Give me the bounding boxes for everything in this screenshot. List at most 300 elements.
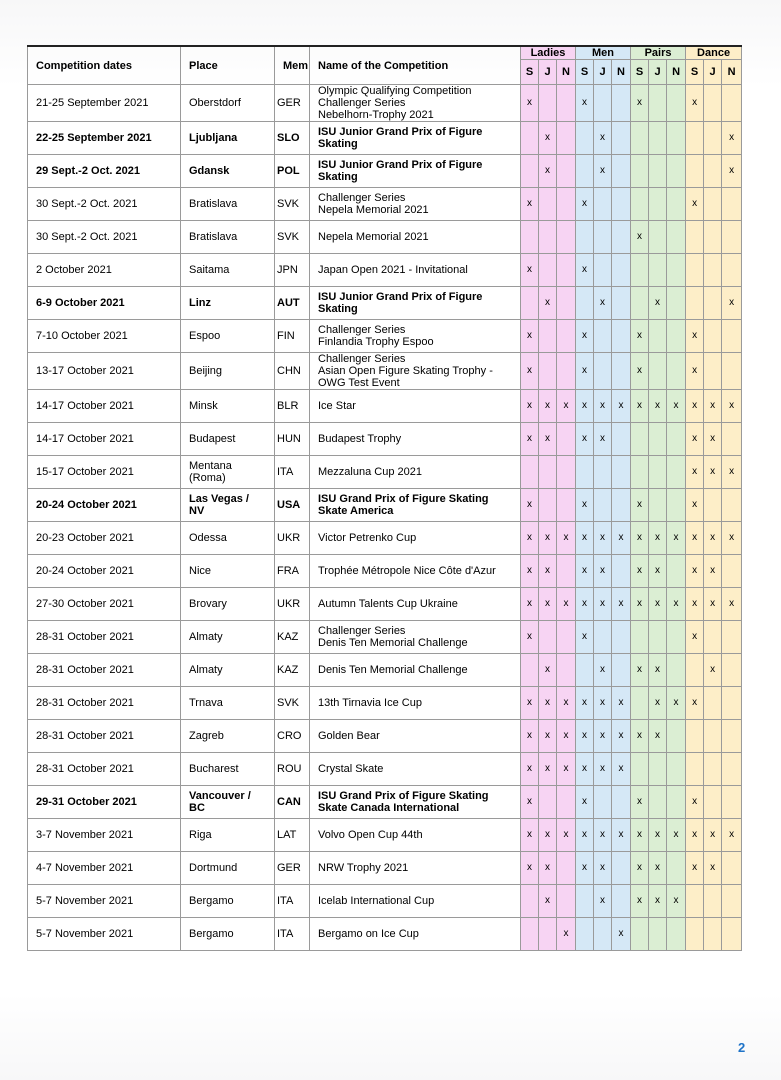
category-mark-cell [521,287,539,320]
competition-name-cell: ISU Junior Grand Prix of Figure Skating [310,122,521,155]
category-mark-cell [631,753,649,786]
category-mark-cell [576,654,594,687]
category-mark-cell: x [521,555,539,588]
member-cell: SVK [275,687,310,720]
category-mark-cell: x [539,720,557,753]
date-cell: 13-17 October 2021 [28,353,181,390]
competition-name-cell: Olympic Qualifying Competition Challenger Series Nebelhorn-Trophy 2021 [310,85,521,122]
table-row [28,221,742,254]
category-mark-cell: x [594,885,612,918]
category-mark-cell: x [576,720,594,753]
member-cell: LAT [275,819,310,852]
header-sub-s-3: S [576,60,594,85]
category-mark-cell [649,320,667,353]
date-cell: 6-9 October 2021 [28,287,181,320]
category-mark-cell [704,621,722,654]
competition-name-cell: ISU Grand Prix of Figure Skating Skate America [310,489,521,522]
category-mark-cell [704,221,722,254]
competition-name-cell: Challenger Series Asian Open Figure Skating Trophy - OWG Test Event [310,353,521,390]
category-mark-cell [667,353,686,390]
category-mark-cell: x [631,654,649,687]
category-mark-cell [576,456,594,489]
category-mark-cell: x [521,786,539,819]
category-mark-cell: x [576,819,594,852]
category-mark-cell: x [594,555,612,588]
category-mark-cell [557,254,576,287]
date-cell: 28-31 October 2021 [28,687,181,720]
place-cell: Linz [181,287,275,320]
member-cell: BLR [275,390,310,423]
table-row [28,918,742,951]
member-cell: POL [275,155,310,188]
place-cell: Odessa [181,522,275,555]
category-mark-cell: x [521,254,539,287]
category-mark-cell [521,654,539,687]
category-mark-cell [722,188,742,221]
category-mark-cell: x [631,221,649,254]
category-mark-cell: x [704,852,722,885]
category-mark-cell [557,621,576,654]
category-mark-cell [667,254,686,287]
category-mark-cell [667,423,686,456]
header-sub-n-5: N [612,60,631,85]
category-mark-cell [649,353,667,390]
category-mark-cell [612,85,631,122]
category-mark-cell: x [539,390,557,423]
category-mark-cell: x [631,852,649,885]
category-mark-cell [557,320,576,353]
competition-schedule-table [27,45,742,951]
date-cell: 14-17 October 2021 [28,390,181,423]
category-mark-cell [704,85,722,122]
member-cell: UKR [275,522,310,555]
competition-name-cell: ISU Junior Grand Prix of Figure Skating [310,155,521,188]
table-row [28,522,742,555]
place-cell: Ljubljana [181,122,275,155]
date-cell: 15-17 October 2021 [28,456,181,489]
category-mark-cell [704,687,722,720]
category-mark-cell [594,786,612,819]
category-mark-cell: x [594,423,612,456]
member-cell: SVK [275,221,310,254]
category-mark-cell: x [539,555,557,588]
table-row [28,753,742,786]
category-mark-cell [704,287,722,320]
category-mark-cell [686,720,704,753]
member-cell: ITA [275,918,310,951]
competition-name-cell: Mezzaluna Cup 2021 [310,456,521,489]
member-cell: SLO [275,122,310,155]
category-mark-cell [722,852,742,885]
category-mark-cell: x [704,819,722,852]
place-cell: Bratislava [181,188,275,221]
category-mark-cell [557,122,576,155]
category-mark-cell [722,423,742,456]
category-mark-cell: x [722,390,742,423]
date-cell: 20-23 October 2021 [28,522,181,555]
category-mark-cell: x [594,522,612,555]
category-mark-cell: x [539,522,557,555]
place-cell: Saitama [181,254,275,287]
category-mark-cell [686,753,704,786]
place-cell: Bratislava [181,221,275,254]
category-mark-cell [521,221,539,254]
date-cell: 30 Sept.-2 Oct. 2021 [28,221,181,254]
category-mark-cell [612,320,631,353]
competition-name-cell: Icelab International Cup [310,885,521,918]
competition-name-cell: Trophée Métropole Nice Côte d'Azur [310,555,521,588]
category-mark-cell: x [722,819,742,852]
category-mark-cell: x [631,588,649,621]
category-mark-cell: x [521,390,539,423]
category-mark-cell: x [612,918,631,951]
table-row [28,85,742,122]
category-mark-cell: x [521,320,539,353]
category-mark-cell [612,287,631,320]
category-mark-cell [539,353,557,390]
date-cell: 20-24 October 2021 [28,489,181,522]
member-cell: CHN [275,353,310,390]
category-mark-cell [557,852,576,885]
place-cell: Brovary [181,588,275,621]
competition-name-cell: Volvo Open Cup 44th [310,819,521,852]
category-mark-cell [704,353,722,390]
date-cell: 20-24 October 2021 [28,555,181,588]
category-mark-cell [557,155,576,188]
category-mark-cell [649,489,667,522]
category-mark-cell [722,221,742,254]
category-mark-cell [594,254,612,287]
category-mark-cell [667,155,686,188]
category-mark-cell [539,621,557,654]
competition-name-cell: Victor Petrenko Cup [310,522,521,555]
category-mark-cell [649,753,667,786]
category-mark-cell: x [576,320,594,353]
header-place: Place [181,46,275,85]
category-mark-cell: x [686,687,704,720]
date-cell: 29-31 October 2021 [28,786,181,819]
category-mark-cell: x [594,720,612,753]
category-mark-cell: x [649,522,667,555]
category-mark-cell: x [557,720,576,753]
member-cell: ITA [275,885,310,918]
category-mark-cell: x [539,155,557,188]
category-mark-cell: x [521,753,539,786]
date-cell: 28-31 October 2021 [28,621,181,654]
category-mark-cell [521,456,539,489]
competition-name-cell: Challenger Series Denis Ten Memorial Challenge [310,621,521,654]
category-mark-cell: x [612,819,631,852]
category-mark-cell [667,753,686,786]
category-mark-cell [576,155,594,188]
category-mark-cell: x [686,489,704,522]
date-cell: 14-17 October 2021 [28,423,181,456]
category-mark-cell: x [722,155,742,188]
date-cell: 2 October 2021 [28,254,181,287]
category-mark-cell: x [722,122,742,155]
member-cell: AUT [275,287,310,320]
member-cell: FRA [275,555,310,588]
category-mark-cell [612,852,631,885]
category-mark-cell: x [594,852,612,885]
table-row [28,786,742,819]
category-mark-cell [612,353,631,390]
category-mark-cell [557,221,576,254]
category-mark-cell [722,254,742,287]
category-mark-cell: x [649,588,667,621]
category-mark-cell: x [521,353,539,390]
category-mark-cell [594,188,612,221]
competition-name-cell: Bergamo on Ice Cup [310,918,521,951]
category-mark-cell: x [576,522,594,555]
table-row [28,254,742,287]
category-mark-cell [594,621,612,654]
category-mark-cell: x [521,188,539,221]
category-mark-cell: x [722,287,742,320]
category-mark-cell: x [576,687,594,720]
category-mark-cell [539,254,557,287]
category-mark-cell [667,852,686,885]
category-mark-cell: x [557,687,576,720]
category-mark-cell: x [649,555,667,588]
category-mark-cell [704,918,722,951]
date-cell: 29 Sept.-2 Oct. 2021 [28,155,181,188]
member-cell: UKR [275,588,310,621]
category-mark-cell: x [576,621,594,654]
category-mark-cell [722,786,742,819]
category-mark-cell [649,85,667,122]
competition-name-cell: Autumn Talents Cup Ukraine [310,588,521,621]
category-mark-cell: x [631,720,649,753]
category-mark-cell [521,155,539,188]
category-mark-cell: x [686,522,704,555]
category-mark-cell: x [612,720,631,753]
category-mark-cell [704,885,722,918]
category-mark-cell: x [539,852,557,885]
category-mark-cell: x [667,522,686,555]
header-dance: Dance [686,46,742,60]
category-mark-cell [557,353,576,390]
category-mark-cell [612,621,631,654]
category-mark-cell [686,155,704,188]
place-cell: Zagreb [181,720,275,753]
member-cell: GER [275,852,310,885]
category-mark-cell [667,720,686,753]
table-row [28,621,742,654]
member-cell: KAZ [275,621,310,654]
category-mark-cell: x [722,522,742,555]
category-mark-cell: x [631,85,649,122]
category-mark-cell: x [576,423,594,456]
place-cell: Gdansk [181,155,275,188]
category-mark-cell: x [521,621,539,654]
category-mark-cell [667,456,686,489]
category-mark-cell [539,320,557,353]
member-cell: CRO [275,720,310,753]
category-mark-cell [649,155,667,188]
competition-name-cell: ISU Junior Grand Prix of Figure Skating [310,287,521,320]
place-cell: Almaty [181,654,275,687]
competition-name-cell: ISU Grand Prix of Figure Skating Skate Canada International [310,786,521,819]
category-mark-cell [667,221,686,254]
category-mark-cell: x [576,188,594,221]
category-mark-cell [576,122,594,155]
category-mark-cell [704,320,722,353]
category-mark-cell [704,753,722,786]
page-number: 2 [738,1040,746,1055]
category-mark-cell: x [576,588,594,621]
category-mark-cell: x [631,390,649,423]
category-mark-cell: x [631,320,649,353]
category-mark-cell [667,918,686,951]
category-mark-cell: x [539,654,557,687]
category-mark-cell [704,122,722,155]
category-mark-cell: x [649,390,667,423]
table-row [28,353,742,390]
category-mark-cell [612,555,631,588]
member-cell: CAN [275,786,310,819]
category-mark-cell [631,287,649,320]
category-mark-cell [557,555,576,588]
table-row [28,720,742,753]
competition-name-cell: Japan Open 2021 - Invitational [310,254,521,287]
member-cell: FIN [275,320,310,353]
member-cell: ROU [275,753,310,786]
competition-name-cell: Challenger Series Finlandia Trophy Espoo [310,320,521,353]
category-mark-cell: x [594,588,612,621]
category-mark-cell: x [722,588,742,621]
member-cell: KAZ [275,654,310,687]
category-mark-cell [576,885,594,918]
member-cell: GER [275,85,310,122]
place-cell: Trnava [181,687,275,720]
category-mark-cell [722,753,742,786]
category-mark-cell [612,885,631,918]
category-mark-cell [667,122,686,155]
category-mark-cell [612,489,631,522]
place-cell: Vancouver / BC [181,786,275,819]
category-mark-cell [612,221,631,254]
table-row [28,423,742,456]
category-mark-cell: x [667,885,686,918]
category-mark-cell: x [667,390,686,423]
place-cell: Bergamo [181,885,275,918]
table-row [28,885,742,918]
category-mark-cell: x [704,588,722,621]
category-mark-cell [686,287,704,320]
category-mark-cell [649,423,667,456]
category-mark-cell: x [686,819,704,852]
category-mark-cell: x [594,753,612,786]
category-mark-cell [612,122,631,155]
competition-name-cell: Denis Ten Memorial Challenge [310,654,521,687]
category-mark-cell [594,353,612,390]
date-cell: 5-7 November 2021 [28,918,181,951]
category-mark-cell: x [631,353,649,390]
competition-name-cell: Crystal Skate [310,753,521,786]
category-mark-cell [649,254,667,287]
category-mark-cell [667,489,686,522]
category-mark-cell [667,786,686,819]
category-mark-cell [649,188,667,221]
category-mark-cell: x [704,555,722,588]
category-mark-cell: x [649,287,667,320]
category-mark-cell: x [557,588,576,621]
header-sub-s-6: S [631,60,649,85]
header-men: Men [576,46,631,60]
category-mark-cell [539,188,557,221]
category-mark-cell: x [686,555,704,588]
category-mark-cell: x [686,456,704,489]
table-row [28,654,742,687]
category-mark-cell: x [576,852,594,885]
category-mark-cell [594,221,612,254]
category-mark-cell: x [722,456,742,489]
category-mark-cell [557,188,576,221]
category-mark-cell [686,654,704,687]
category-mark-cell: x [594,390,612,423]
header-sub-n-11: N [722,60,742,85]
category-mark-cell: x [649,654,667,687]
competition-name-cell: NRW Trophy 2021 [310,852,521,885]
category-mark-cell [649,621,667,654]
category-mark-cell: x [594,819,612,852]
category-mark-cell [686,221,704,254]
date-cell: 5-7 November 2021 [28,885,181,918]
date-cell: 28-31 October 2021 [28,654,181,687]
category-mark-cell [722,555,742,588]
date-cell: 28-31 October 2021 [28,720,181,753]
header-dates: Competition dates [28,46,181,85]
header-sub-s-0: S [521,60,539,85]
table-row [28,390,742,423]
category-mark-cell [704,155,722,188]
category-mark-cell [521,885,539,918]
category-mark-cell: x [539,423,557,456]
category-mark-cell: x [521,819,539,852]
category-mark-cell: x [576,390,594,423]
category-mark-cell: x [667,819,686,852]
category-mark-cell [576,918,594,951]
category-mark-cell: x [539,287,557,320]
category-mark-cell: x [649,819,667,852]
category-mark-cell: x [667,687,686,720]
category-mark-cell [612,254,631,287]
category-mark-cell: x [631,819,649,852]
member-cell: USA [275,489,310,522]
category-mark-cell [667,287,686,320]
category-mark-cell [631,456,649,489]
category-mark-cell: x [686,852,704,885]
category-mark-cell [667,555,686,588]
date-cell: 3-7 November 2021 [28,819,181,852]
header-sub-n-8: N [667,60,686,85]
category-mark-cell: x [594,155,612,188]
category-mark-cell: x [539,122,557,155]
category-mark-cell: x [539,885,557,918]
category-mark-cell [722,687,742,720]
category-mark-cell [631,423,649,456]
category-mark-cell [594,918,612,951]
category-mark-cell: x [686,621,704,654]
place-cell: Beijing [181,353,275,390]
place-cell: Nice [181,555,275,588]
category-mark-cell [594,320,612,353]
table-row [28,320,742,353]
category-mark-cell [686,885,704,918]
header-mem: Mem [275,46,310,85]
date-cell: 28-31 October 2021 [28,753,181,786]
